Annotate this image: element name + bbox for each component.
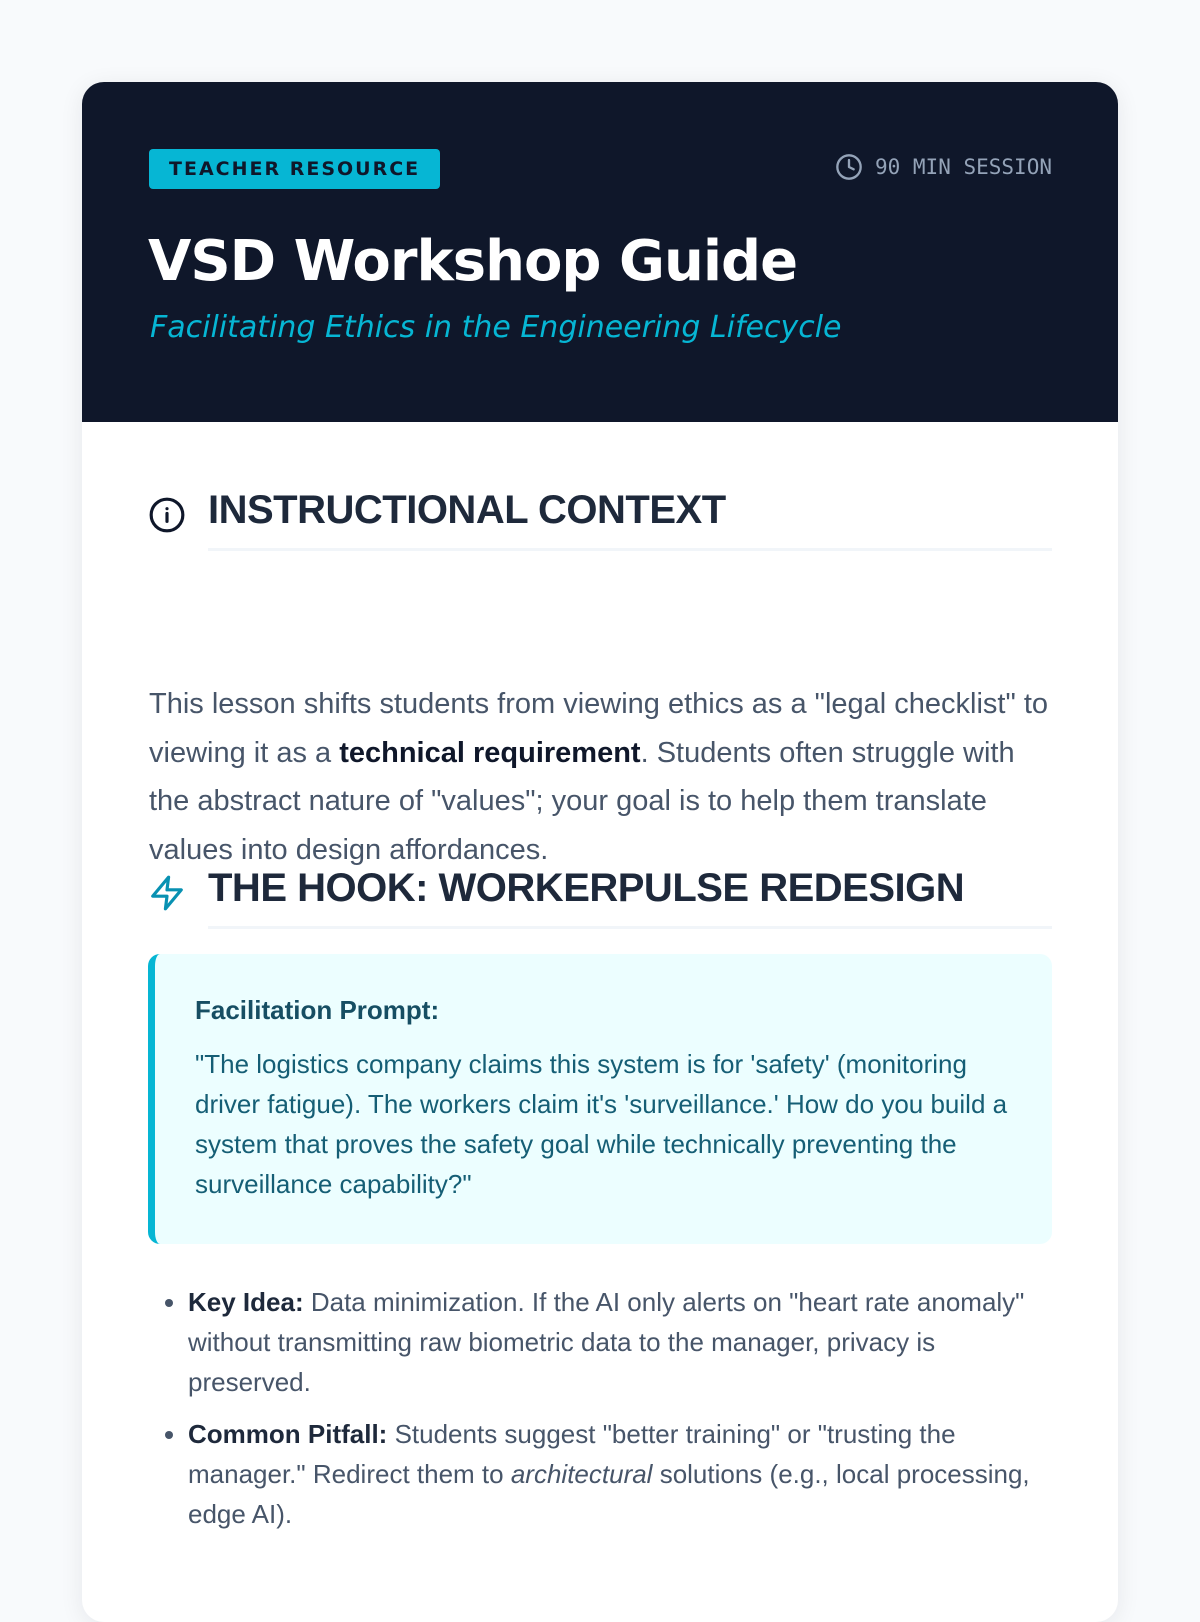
hook-heading: THE HOOK: WORKERPULSE REDESIGN <box>208 862 1052 929</box>
instructional-context-heading: INSTRUCTIONAL CONTEXT <box>208 484 1052 551</box>
session-duration <box>835 152 1052 182</box>
common-pitfall-text-after: solutions (e.g., local processing, edge AI). <box>188 1459 1030 1529</box>
list-item-common-pitfall <box>188 1414 1052 1534</box>
hook-section-header <box>148 862 1052 929</box>
info-icon <box>148 496 186 534</box>
key-idea-label: Key Idea: <box>188 1287 304 1317</box>
instructional-context-text <box>149 680 1052 874</box>
context-text-strong: technical requirement <box>339 736 641 769</box>
key-idea-text: Data minimization. If the AI only alerts on "heart rate anomaly" without transmitting raw biometric data to the manager, privacy is preserved. <box>188 1287 1025 1397</box>
common-pitfall-emphasis: architectural <box>510 1459 653 1489</box>
facilitation-prompt-text: "The logistics company claims this system is for 'safety' (monitoring driver fatigue). The workers claim it's 'surveillance.' How do you build a system that proves the safety goal while technically preventing the surveillance capability?" <box>195 1049 1008 1199</box>
guide-card <box>82 82 1118 1622</box>
guide-header <box>82 82 1118 422</box>
facilitation-prompt-callout <box>148 954 1052 1244</box>
context-text-after: . Students often struggle with the abstract nature of "values"; your goal is to help them translate values into design affordances. <box>149 736 1015 866</box>
teacher-resource-badge: TEACHER RESOURCE <box>149 149 440 189</box>
facilitation-prompt-label: Facilitation Prompt: <box>195 995 440 1025</box>
common-pitfall-label: Common Pitfall: <box>188 1419 388 1449</box>
duration-label: 90 MIN SESSION <box>874 155 1052 179</box>
common-pitfall-text-before: Students suggest "better training" or "trusting the manager." Redirect them to <box>188 1419 956 1489</box>
page-subtitle: Facilitating Ethics in the Engineering Lifecycle <box>150 310 842 345</box>
key-points-list <box>148 1282 1052 1546</box>
lightning-bolt-icon <box>148 874 186 912</box>
list-item-key-idea <box>188 1282 1052 1402</box>
clock-icon <box>835 153 863 181</box>
context-text-before: This lesson shifts students from viewing ethics as a "legal checklist" to viewing it as a <box>149 688 1049 769</box>
page-title: VSD Workshop Guide <box>148 229 798 294</box>
instructional-context-section-header <box>148 484 1052 551</box>
